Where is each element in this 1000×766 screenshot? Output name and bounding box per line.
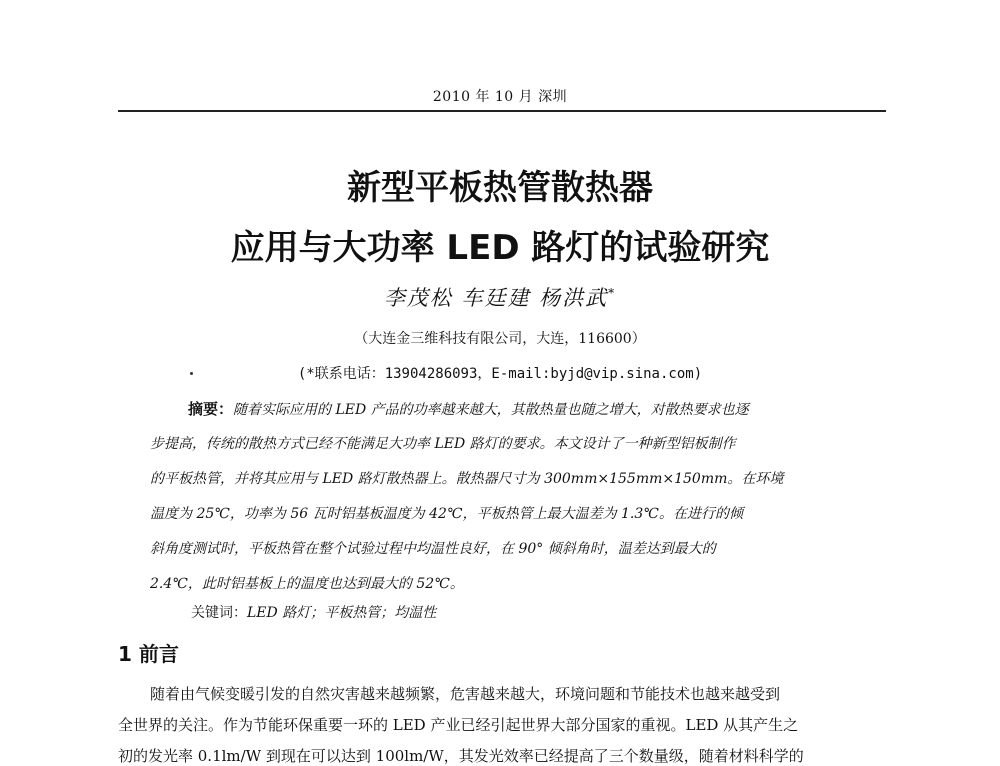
- body-line-1: 随着由气候变暖引发的自然灾害越来越频繁，危害越来越大，环境问题和节能技术也越来越受到: [150, 685, 781, 703]
- section-heading: 1 前言: [118, 642, 179, 666]
- body-line-3: 初的发光率 0.1lm/W 到现在可以达到 100lm/W，其发光效率已经提高了三个数量级，随着材料科学的: [118, 747, 804, 765]
- header-rule: [118, 110, 886, 112]
- abstract-line-4: 温度为 25℃，功率为 56 瓦时铝基板温度为 42℃，平板热管上最大温差为 1.3℃。在进行的倾: [150, 506, 743, 522]
- keywords-value: LED 路灯；平板热管；均温性: [247, 605, 437, 621]
- body-line-2: 全世界的关注。作为节能环保重要一环的 LED 产业已经引起世界大部分国家的重视。LED 从其产生之: [118, 716, 799, 734]
- abstract-line-6: 2.4℃，此时铝基板上的温度也达到最大的 52℃。: [150, 576, 464, 592]
- keywords-label: 关键词：: [191, 605, 247, 621]
- abstract-line-2: 步提高，传统的散热方式已经不能满足大功率 LED 路灯的要求。本文设计了一种新型铝板制作: [150, 436, 736, 452]
- corresponding-mark: *: [608, 286, 617, 300]
- authors: [0, 282, 1000, 312]
- keywords: [191, 602, 436, 622]
- title-line-2: 应用与大功率 LED 路灯的试验研究: [230, 228, 770, 268]
- abstract-text-1: 随着实际应用的 LED 产品的功率越来越大，其散热量也随之增大，对散热要求也逐: [233, 402, 749, 418]
- running-header: 2010 年 10 月 深圳: [432, 89, 568, 105]
- title-line-1: 新型平板热管散热器: [347, 168, 653, 208]
- abstract-label: 摘要：: [188, 400, 234, 418]
- affiliation: （大连金三维科技有限公司，大连，116600）: [354, 331, 646, 347]
- contact-info: (*联系电话：13904286093，E-mail:byjd@vip.sina.com): [297, 366, 703, 382]
- abstract-line-1: [150, 398, 870, 419]
- author-names: 李茂松 车廷建 杨洪武: [383, 286, 609, 310]
- abstract-line-5: 斜角度测试时，平板热管在整个试验过程中均温性良好，在 90° 倾斜角时，温差达到最大的: [150, 541, 716, 557]
- abstract-line-3: 的平板热管，并将其应用与 LED 路灯散热器上。散热器尺寸为 300mm×155mm×150mm。在环境: [150, 471, 784, 487]
